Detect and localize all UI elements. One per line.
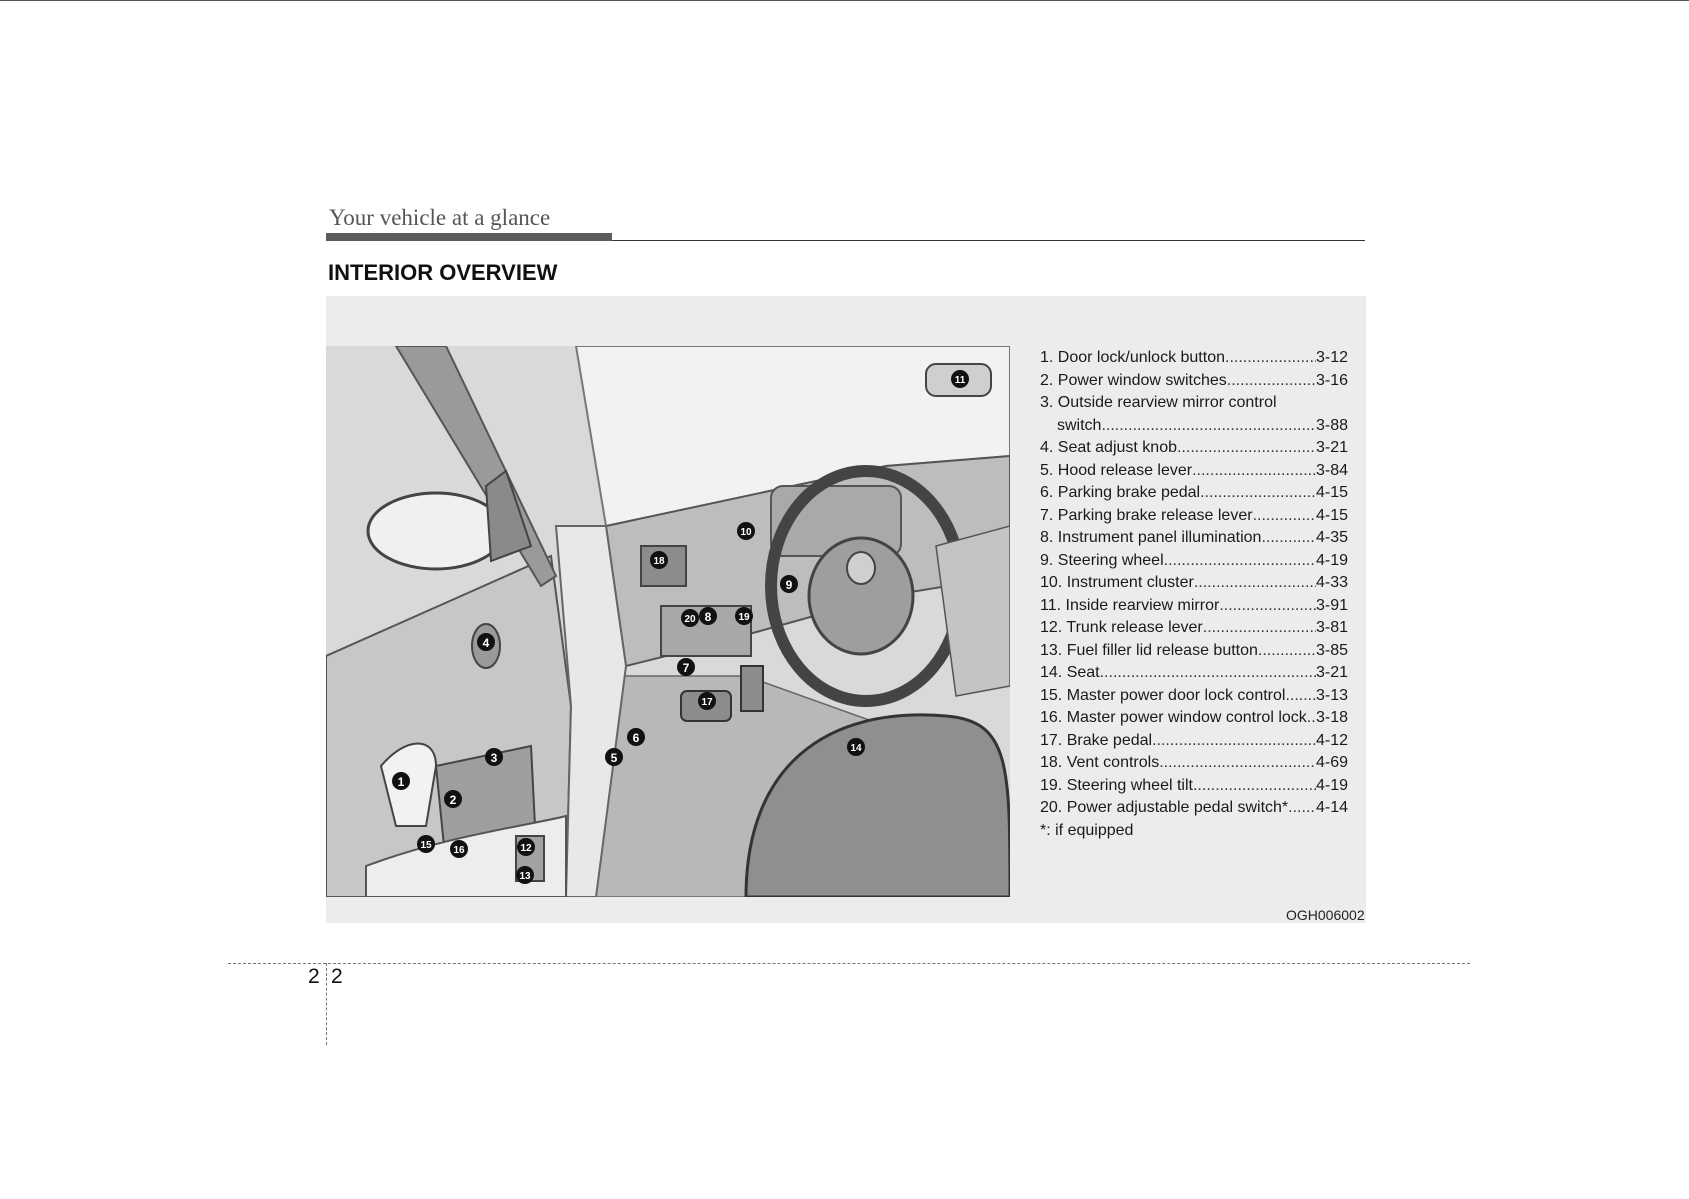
callout-4 bbox=[477, 633, 495, 651]
leader-dots bbox=[1152, 732, 1316, 750]
callout-12 bbox=[517, 838, 535, 856]
legend-item-label: 9. Steering wheel bbox=[1040, 551, 1164, 569]
legend-item-page: 4-35 bbox=[1315, 529, 1348, 546]
callout-3 bbox=[485, 748, 503, 766]
legend-item-label: 14. Seat bbox=[1040, 664, 1100, 681]
legend-item-label: switch bbox=[1057, 416, 1102, 434]
svg-text:1: 1 bbox=[397, 775, 405, 789]
callout-7 bbox=[677, 658, 695, 676]
svg-text:7: 7 bbox=[682, 661, 690, 675]
callout-15 bbox=[417, 835, 435, 853]
component-legend bbox=[1040, 349, 1348, 844]
legend-item-page: 4-33 bbox=[1315, 574, 1348, 591]
legend-item-page: 4-15 bbox=[1315, 484, 1348, 501]
leader-dots bbox=[1164, 552, 1316, 570]
leader-dots bbox=[1177, 439, 1316, 457]
legend-item-label: 16. Master power window control lock bbox=[1040, 709, 1307, 726]
legend-item-label: 17. Brake pedal bbox=[1040, 731, 1153, 749]
legend-item bbox=[1040, 777, 1348, 800]
svg-text:9: 9 bbox=[785, 578, 793, 592]
legend-item-page: 4-15 bbox=[1315, 506, 1348, 524]
legend-item-page: 3-84 bbox=[1315, 461, 1348, 479]
leader-dots bbox=[1285, 687, 1316, 705]
leader-dots bbox=[1203, 619, 1316, 637]
leader-dots bbox=[1100, 664, 1316, 682]
leader-dots bbox=[1258, 642, 1316, 660]
svg-text:10: 10 bbox=[740, 527, 752, 538]
leader-dots bbox=[1261, 529, 1316, 547]
chapter-number: 2 bbox=[308, 965, 320, 988]
legend-item bbox=[1040, 664, 1348, 687]
legend-item bbox=[1040, 507, 1348, 530]
svg-text:18: 18 bbox=[653, 556, 665, 567]
legend-item-label: 2. Power window switches bbox=[1040, 371, 1227, 389]
legend-item-label: 10. Instrument cluster bbox=[1040, 574, 1194, 591]
legend-item-label: 6. Parking brake pedal bbox=[1040, 484, 1201, 501]
legend-item bbox=[1040, 394, 1348, 417]
legend-item-label: 12. Trunk release lever bbox=[1040, 619, 1203, 636]
legend-item-page: 3-85 bbox=[1315, 641, 1348, 659]
callout-17 bbox=[698, 692, 716, 710]
legend-item bbox=[1040, 619, 1348, 642]
callout-5 bbox=[605, 748, 623, 766]
svg-text:3: 3 bbox=[490, 751, 498, 765]
callout-20 bbox=[681, 609, 699, 627]
svg-text:5: 5 bbox=[610, 751, 618, 765]
svg-text:8: 8 bbox=[704, 610, 712, 624]
svg-text:12: 12 bbox=[520, 843, 532, 854]
legend-item-label: 5. Hood release lever bbox=[1040, 461, 1193, 479]
legend-item bbox=[1040, 439, 1348, 462]
legend-item-label: 4. Seat adjust knob bbox=[1040, 439, 1177, 456]
legend-note: *: if equipped bbox=[1040, 821, 1134, 839]
top-rule bbox=[0, 0, 1689, 1]
leader-dots bbox=[1200, 484, 1316, 502]
legend-item-page: 3-91 bbox=[1315, 596, 1348, 614]
header-bar bbox=[326, 233, 612, 241]
legend-item-page: 4-69 bbox=[1315, 754, 1348, 771]
legend-item-page: 3-13 bbox=[1315, 686, 1348, 704]
leader-dots bbox=[1253, 507, 1316, 525]
svg-text:17: 17 bbox=[701, 697, 713, 708]
callout-13 bbox=[516, 866, 534, 884]
leader-dots bbox=[1227, 372, 1316, 390]
leader-dots bbox=[1192, 462, 1316, 480]
legend-item-label: 19. Steering wheel tilt bbox=[1040, 776, 1193, 794]
footer-divider-vertical bbox=[326, 963, 327, 1045]
legend-item-label: 11. Inside rearview mirror bbox=[1040, 596, 1220, 614]
legend-item bbox=[1040, 799, 1348, 822]
leader-dots bbox=[1219, 597, 1316, 615]
legend-item-label: 13. Fuel filler lid release button bbox=[1040, 641, 1258, 659]
callout-18 bbox=[650, 551, 668, 569]
legend-item-page: 3-81 bbox=[1315, 619, 1348, 636]
legend-item-label: 15. Master power door lock control bbox=[1040, 686, 1286, 704]
legend-item bbox=[1040, 642, 1348, 665]
legend-item-page: 3-21 bbox=[1315, 439, 1348, 456]
legend-item bbox=[1040, 754, 1348, 777]
svg-text:14: 14 bbox=[850, 743, 862, 754]
leader-dots bbox=[1159, 754, 1316, 772]
section-title: INTERIOR OVERVIEW bbox=[328, 260, 558, 285]
legend-item-page: 3-21 bbox=[1315, 664, 1348, 681]
legend-item-label: 18. Vent controls bbox=[1040, 754, 1160, 771]
legend-item-page: 4-14 bbox=[1315, 799, 1348, 816]
legend-item-page: 4-19 bbox=[1315, 551, 1348, 569]
legend-item bbox=[1040, 574, 1348, 597]
callout-19 bbox=[735, 607, 753, 625]
header-title: Your vehicle at a glance bbox=[329, 205, 551, 230]
svg-text:20: 20 bbox=[684, 614, 696, 625]
legend-item-page: 4-12 bbox=[1315, 731, 1348, 749]
leader-dots bbox=[1101, 417, 1316, 435]
leader-dots bbox=[1194, 574, 1316, 592]
svg-text:19: 19 bbox=[738, 612, 750, 623]
callout-10 bbox=[737, 522, 755, 540]
header-rule bbox=[612, 240, 1365, 241]
car-interior-drawing bbox=[326, 346, 1010, 897]
legend-item-label: 7. Parking brake release lever bbox=[1040, 506, 1253, 524]
svg-text:11: 11 bbox=[954, 375, 966, 386]
leader-dots bbox=[1193, 777, 1316, 795]
legend-item-label: 1. Door lock/unlock button bbox=[1040, 349, 1225, 366]
legend-item-page: 4-19 bbox=[1315, 776, 1348, 794]
page-number: 2 bbox=[331, 965, 343, 988]
legend-item-label: 20. Power adjustable pedal switch* bbox=[1040, 799, 1289, 816]
callout-6 bbox=[627, 728, 645, 746]
legend-item bbox=[1040, 687, 1348, 710]
legend-item bbox=[1040, 597, 1348, 620]
svg-text:2: 2 bbox=[449, 793, 457, 807]
leader-dots bbox=[1307, 709, 1316, 727]
svg-text:15: 15 bbox=[420, 840, 432, 851]
svg-text:4: 4 bbox=[482, 636, 490, 650]
callout-8 bbox=[699, 607, 717, 625]
svg-text:6: 6 bbox=[632, 731, 640, 745]
legend-item bbox=[1040, 552, 1348, 575]
legend-item-label: 3. Outside rearview mirror control bbox=[1040, 394, 1277, 411]
callout-14 bbox=[847, 738, 865, 756]
legend-item-page: 3-12 bbox=[1315, 349, 1348, 366]
svg-text:13: 13 bbox=[519, 871, 531, 882]
legend-item bbox=[1040, 732, 1348, 755]
legend-item-page: 3-16 bbox=[1315, 371, 1348, 389]
leader-dots bbox=[1225, 349, 1316, 367]
legend-item-page: 3-88 bbox=[1315, 416, 1348, 434]
callout-9 bbox=[780, 575, 798, 593]
callout-11 bbox=[951, 370, 969, 388]
footer-divider bbox=[228, 963, 1470, 964]
callout-2 bbox=[444, 790, 462, 808]
legend-item bbox=[1040, 529, 1348, 552]
legend-item bbox=[1040, 709, 1348, 732]
legend-item bbox=[1040, 417, 1348, 440]
legend-item-page: 3-18 bbox=[1315, 709, 1348, 726]
legend-item bbox=[1040, 372, 1348, 395]
legend-item-label: 8. Instrument panel illumination bbox=[1040, 529, 1262, 546]
interior-illustration bbox=[326, 346, 1010, 897]
image-code: OGH006002 bbox=[1286, 907, 1365, 923]
leader-dots bbox=[1288, 799, 1316, 817]
legend-item bbox=[1040, 462, 1348, 485]
legend-item bbox=[1040, 349, 1348, 372]
svg-text:16: 16 bbox=[453, 845, 465, 856]
legend-item bbox=[1040, 484, 1348, 507]
callout-1 bbox=[392, 772, 410, 790]
callout-16 bbox=[450, 840, 468, 858]
